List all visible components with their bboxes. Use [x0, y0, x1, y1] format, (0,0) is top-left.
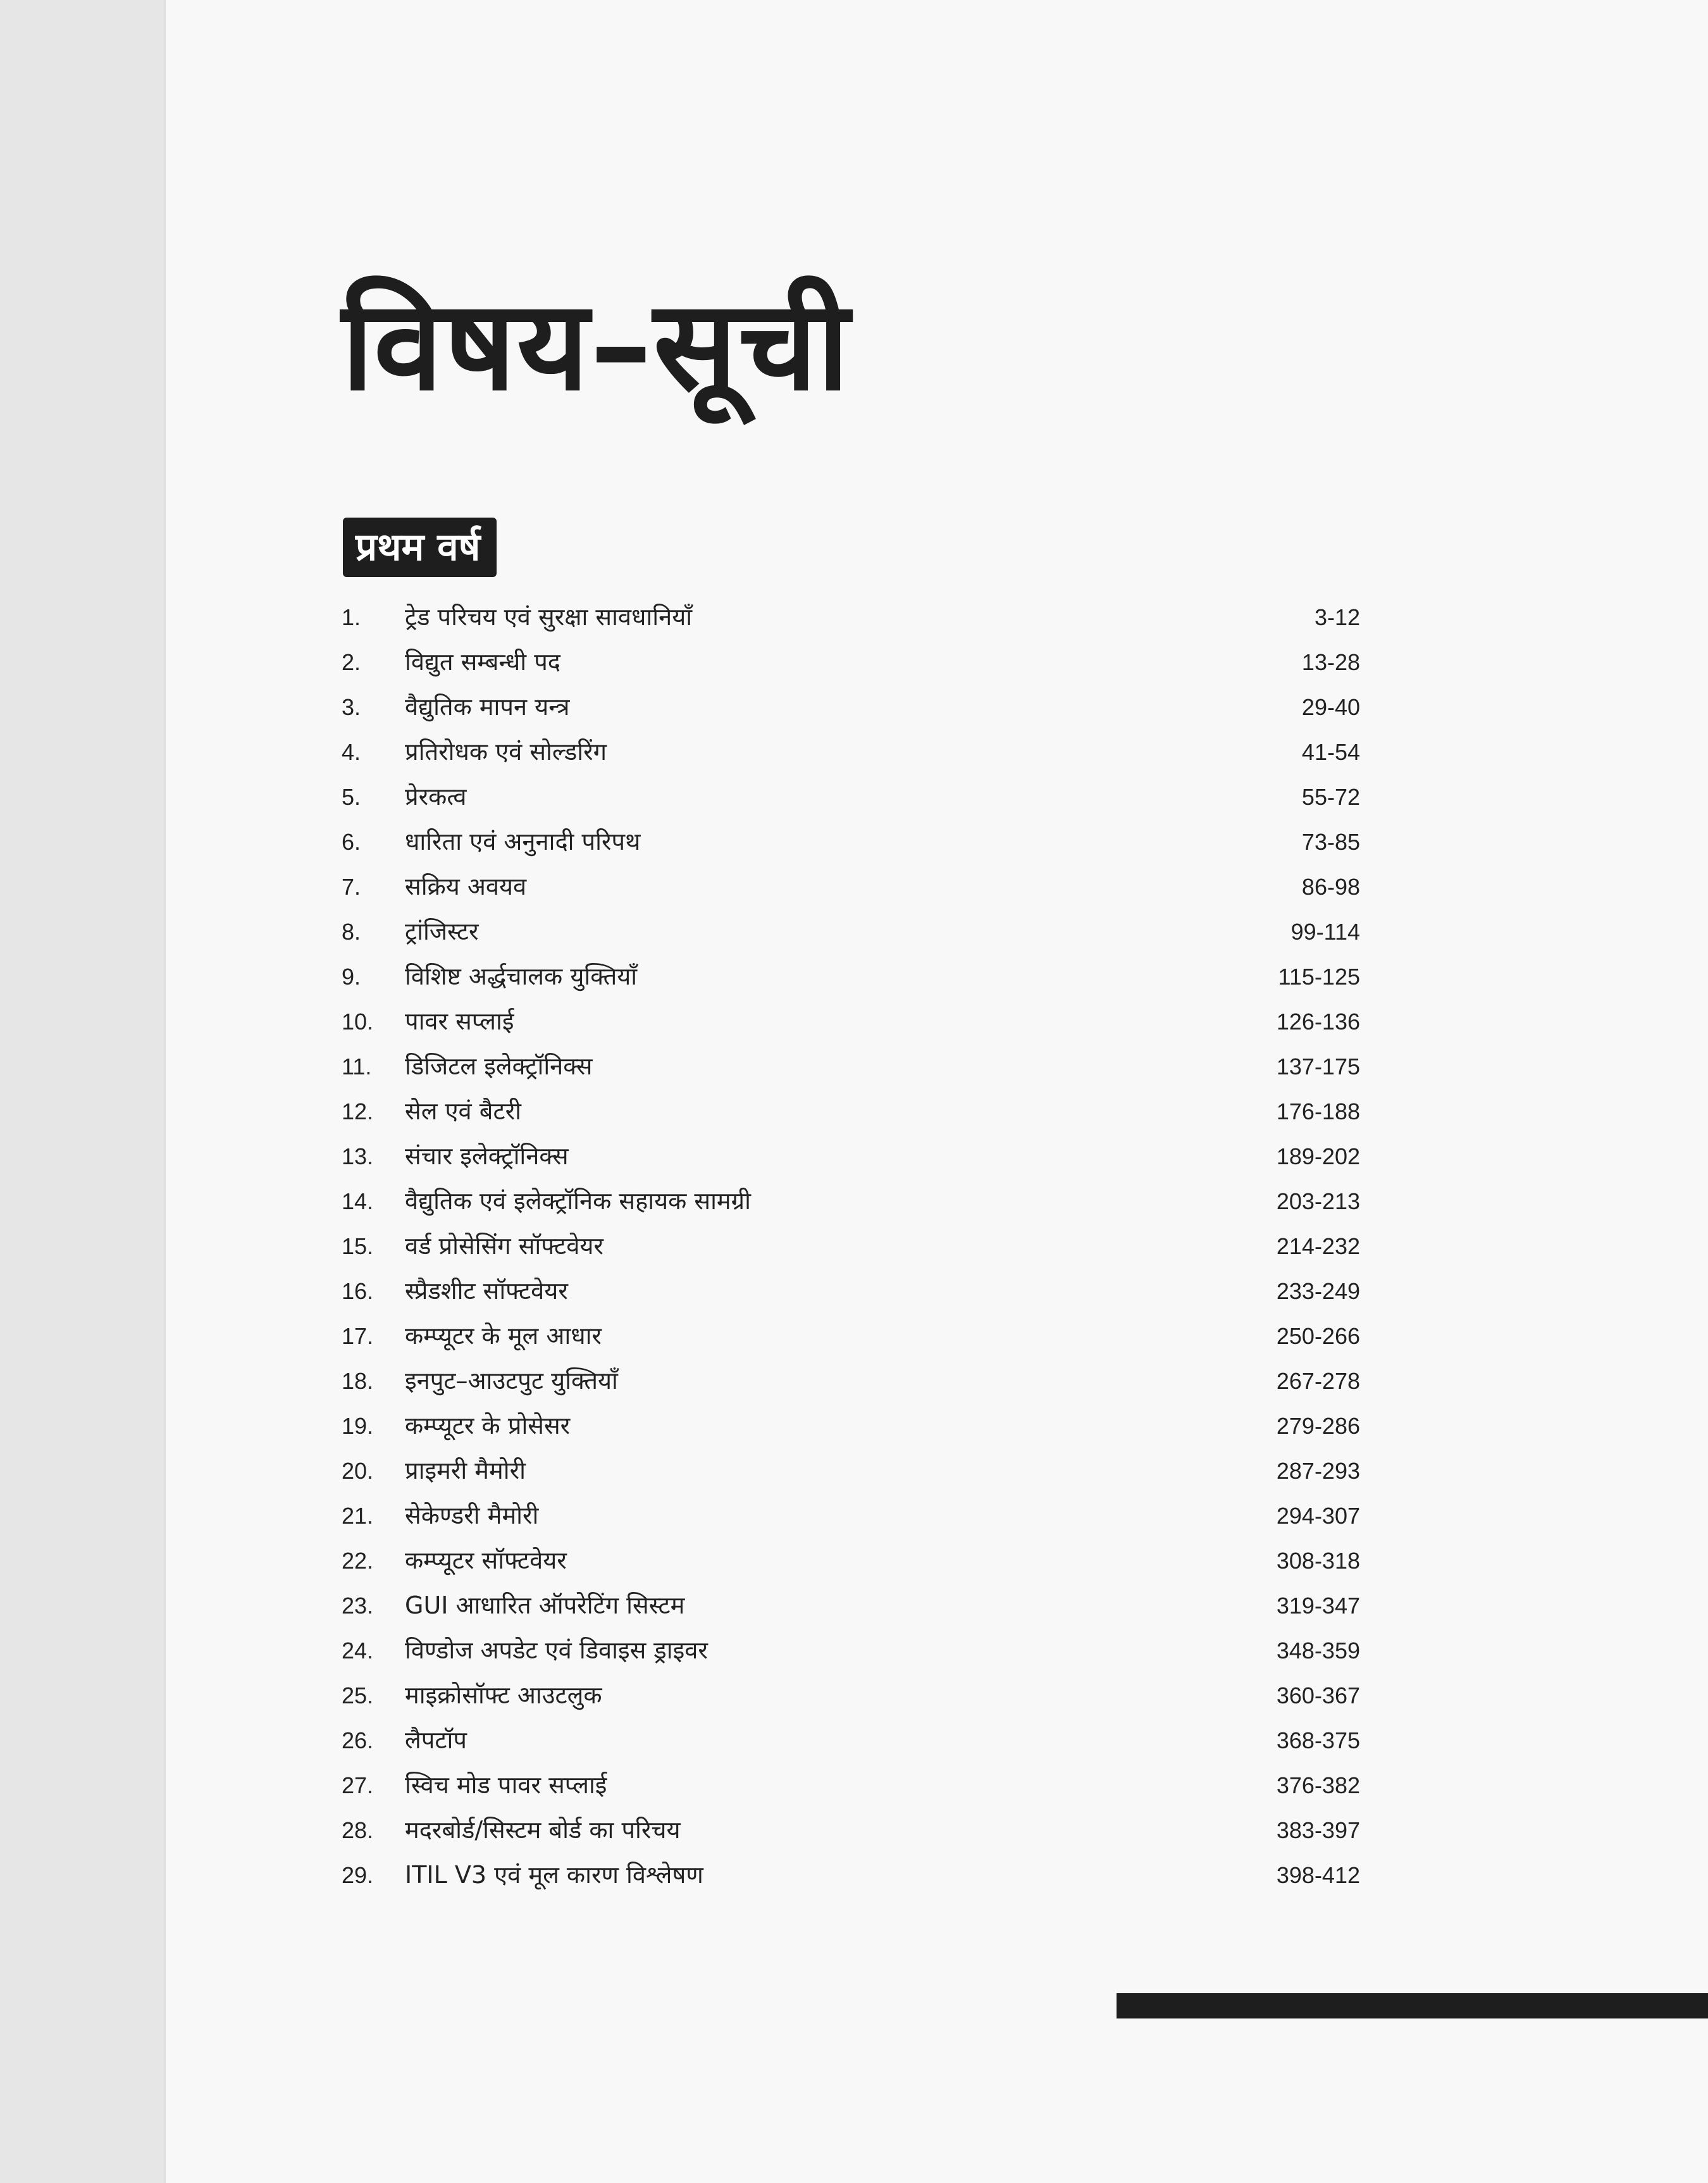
toc-title: पावर सप्लाई	[405, 1007, 514, 1035]
toc-row	[342, 909, 1360, 954]
toc-row	[342, 1583, 1360, 1628]
toc-row	[342, 1134, 1360, 1179]
toc-title: विद्युत सम्बन्धी पद	[405, 648, 560, 676]
toc-number: 27.	[342, 1772, 374, 1798]
toc-row	[342, 1179, 1360, 1224]
section-badge: प्रथम वर्ष	[343, 518, 497, 577]
toc-title: GUI आधारित ऑपरेटिंग सिस्टम	[405, 1591, 685, 1619]
toc-page-range: 233-249	[1276, 1278, 1360, 1304]
toc-title: प्रेरकत्व	[405, 783, 467, 811]
toc-page-range: 73-85	[1301, 829, 1360, 855]
toc-page-range: 126-136	[1276, 1009, 1360, 1035]
toc-row	[342, 1448, 1360, 1493]
toc-row	[342, 1089, 1360, 1134]
toc-row	[342, 1673, 1360, 1718]
toc-title: मदरबोर्ड/सिस्टम बोर्ड का परिचय	[405, 1816, 681, 1844]
toc-page-range: 308-318	[1276, 1548, 1360, 1574]
toc-page-range: 214-232	[1276, 1233, 1360, 1259]
toc-row	[342, 1718, 1360, 1763]
toc-title: कम्प्यूटर के मूल आधार	[405, 1322, 602, 1350]
toc-row	[342, 999, 1360, 1044]
toc-number: 3.	[342, 694, 361, 720]
toc-row	[342, 819, 1360, 864]
toc-page-range: 99-114	[1290, 919, 1360, 945]
toc-title: वैद्युतिक एवं इलेक्ट्रॉनिक सहायक सामग्री	[405, 1187, 751, 1215]
toc-page-range: 279-286	[1276, 1413, 1360, 1439]
toc-row	[342, 1044, 1360, 1089]
footer-bar	[1117, 1993, 1708, 2018]
toc-row	[342, 1538, 1360, 1583]
toc-number: 13.	[342, 1143, 374, 1169]
toc-title: धारिता एवं अनुनादी परिपथ	[405, 828, 641, 855]
toc-page-range: 267-278	[1276, 1368, 1360, 1394]
page-left-margin	[0, 0, 166, 2183]
toc-number: 16.	[342, 1278, 374, 1304]
toc-row	[342, 1763, 1360, 1808]
toc-page-range: 189-202	[1276, 1143, 1360, 1169]
toc-number: 29.	[342, 1862, 374, 1888]
toc-row	[342, 685, 1360, 730]
toc-page-range: 294-307	[1276, 1503, 1360, 1529]
toc-row	[342, 1853, 1360, 1898]
toc-title: ट्रेड परिचय एवं सुरक्षा सावधानियाँ	[405, 603, 693, 631]
toc-row	[342, 1224, 1360, 1269]
toc-row	[342, 640, 1360, 685]
toc-page-range: 137-175	[1276, 1054, 1360, 1079]
toc-title: लैपटॉप	[405, 1726, 467, 1754]
toc-page-range: 29-40	[1301, 694, 1360, 720]
toc-page-range: 348-359	[1276, 1638, 1360, 1664]
toc-page-range: 287-293	[1276, 1458, 1360, 1484]
toc-number: 25.	[342, 1682, 374, 1708]
toc-title: ट्रांजिस्टर	[405, 917, 479, 945]
toc-number: 11.	[342, 1054, 372, 1079]
toc-title: प्राइमरी मैमोरी	[405, 1457, 526, 1484]
page-title: विषय–सूची	[342, 274, 851, 418]
toc-row	[342, 595, 1360, 640]
toc-title: वैद्युतिक मापन यन्त्र	[405, 693, 570, 721]
toc-number: 22.	[342, 1548, 374, 1574]
toc-page-range: 13-28	[1301, 649, 1360, 675]
toc-number: 24.	[342, 1638, 374, 1664]
toc-title: विण्डोज अपडेट एवं डिवाइस ड्राइवर	[405, 1636, 708, 1664]
toc-number: 17.	[342, 1323, 374, 1349]
toc-title: स्प्रैडशीट सॉफ्टवेयर	[405, 1277, 568, 1305]
toc-title: कम्प्यूटर सॉफ्टवेयर	[405, 1546, 567, 1574]
toc-row	[342, 1808, 1360, 1853]
toc-title: डिजिटल इलेक्ट्रॉनिक्स	[405, 1052, 593, 1080]
toc-page-range: 383-397	[1276, 1817, 1360, 1843]
toc-number: 9.	[342, 964, 361, 990]
toc-number: 6.	[342, 829, 361, 855]
toc-page-range: 360-367	[1276, 1682, 1360, 1708]
toc-number: 1.	[342, 604, 361, 630]
toc-row	[342, 954, 1360, 999]
toc-number: 19.	[342, 1413, 374, 1439]
toc-page-range: 250-266	[1276, 1323, 1360, 1349]
toc-title: सेकेण्डरी मैमोरी	[405, 1502, 539, 1529]
toc-number: 28.	[342, 1817, 374, 1843]
toc-number: 4.	[342, 739, 361, 765]
toc-row	[342, 1314, 1360, 1359]
toc-number: 8.	[342, 919, 361, 945]
toc-title: वर्ड प्रोसेसिंग सॉफ्टवेयर	[405, 1232, 603, 1260]
toc-page-range: 203-213	[1276, 1188, 1360, 1214]
toc-number: 5.	[342, 784, 361, 810]
toc-list	[342, 595, 1360, 1898]
toc-number: 15.	[342, 1233, 374, 1259]
toc-row	[342, 864, 1360, 909]
toc-page-range: 319-347	[1276, 1593, 1360, 1619]
toc-title: विशिष्ट अर्द्धचालक युक्तियाँ	[405, 962, 638, 990]
toc-row	[342, 1493, 1360, 1538]
toc-row	[342, 1403, 1360, 1448]
toc-title: सक्रिय अवयव	[405, 873, 527, 900]
toc-title: सेल एवं बैटरी	[405, 1097, 521, 1125]
toc-page-range: 368-375	[1276, 1727, 1360, 1753]
toc-row	[342, 730, 1360, 774]
toc-title: प्रतिरोधक एवं सोल्डरिंग	[405, 738, 607, 766]
toc-number: 20.	[342, 1458, 374, 1484]
toc-number: 23.	[342, 1593, 374, 1619]
toc-number: 7.	[342, 874, 361, 900]
toc-row	[342, 1269, 1360, 1314]
toc-page-range: 86-98	[1301, 874, 1360, 900]
toc-page-range: 55-72	[1301, 784, 1360, 810]
toc-number: 18.	[342, 1368, 374, 1394]
toc-page-range: 3-12	[1314, 604, 1360, 630]
toc-number: 10.	[342, 1009, 374, 1035]
toc-row	[342, 1359, 1360, 1403]
toc-number: 14.	[342, 1188, 374, 1214]
toc-title: माइक्रोसॉफ्ट आउटलुक	[405, 1681, 602, 1709]
toc-title: संचार इलेक्ट्रॉनिक्स	[405, 1142, 569, 1170]
toc-page-range: 176-188	[1276, 1098, 1360, 1124]
toc-page-range: 41-54	[1301, 739, 1360, 765]
toc-title: स्विच मोड पावर सप्लाई	[405, 1771, 607, 1799]
toc-number: 2.	[342, 649, 361, 675]
toc-title: ITIL V3 एवं मूल कारण विश्लेषण	[405, 1861, 703, 1889]
toc-number: 12.	[342, 1098, 374, 1124]
toc-page-range: 398-412	[1276, 1862, 1360, 1888]
toc-title: कम्प्यूटर के प्रोसेसर	[405, 1412, 571, 1440]
toc-row	[342, 774, 1360, 819]
toc-page-range: 376-382	[1276, 1772, 1360, 1798]
toc-title: इनपुट–आउटपुट युक्तियाँ	[405, 1367, 618, 1395]
toc-number: 21.	[342, 1503, 374, 1529]
toc-page-range: 115-125	[1278, 964, 1360, 990]
toc-number: 26.	[342, 1727, 374, 1753]
toc-row	[342, 1628, 1360, 1673]
